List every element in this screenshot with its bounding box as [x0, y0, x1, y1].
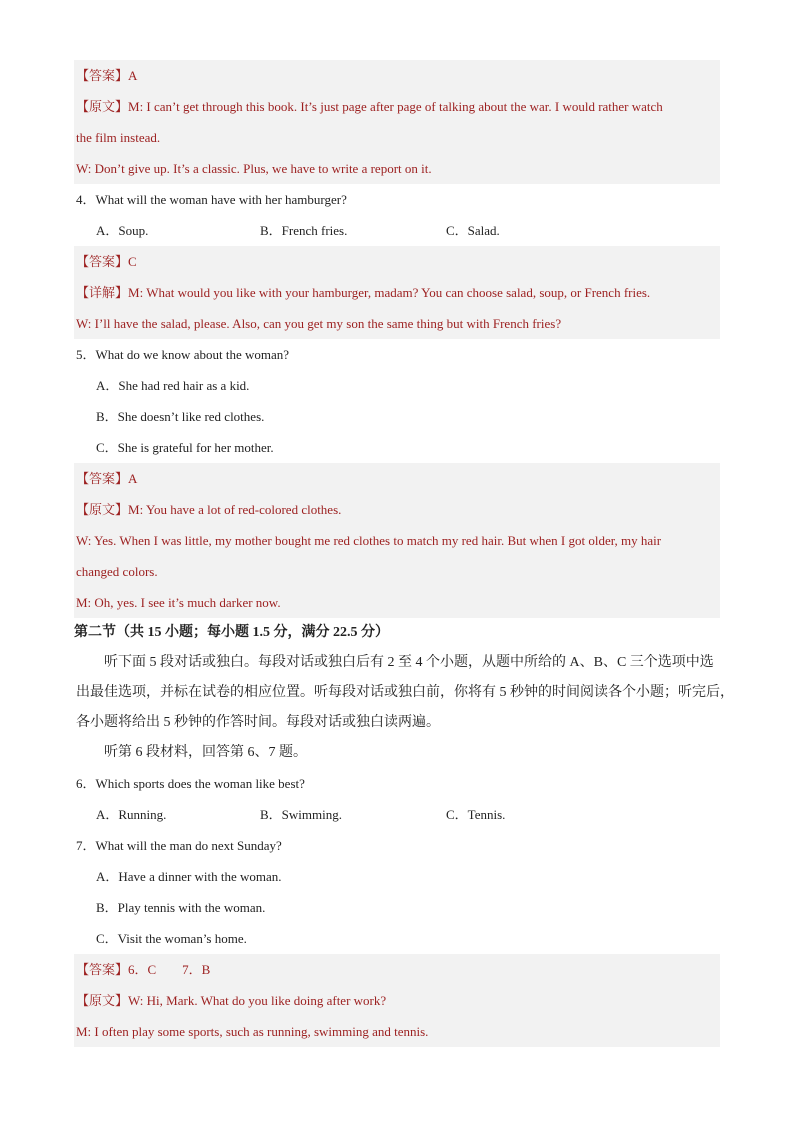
transcript-text: M: You have a lot of red-colored clothes. [128, 502, 342, 517]
answer-line [74, 246, 720, 277]
option-b: B．Swimming. [260, 807, 342, 822]
answer-line [74, 463, 720, 494]
transcript-line [74, 985, 720, 1016]
instructions-line: 各小题将给出 5 秒钟的作答时间。每段对话或独白读两遍。 [76, 715, 440, 730]
transcript-line [74, 587, 720, 618]
transcript-line [74, 91, 720, 122]
transcript-text: W: Hi, Mark. What do you like doing after work? [128, 993, 387, 1008]
option-b: B．French fries. [260, 223, 348, 238]
option-c: C．Visit the woman’s home. [96, 931, 247, 946]
detail-text: M: What would you like with your hamburger, madam? You can choose salad, soup, or French fries. [128, 285, 651, 300]
option-c: C．She is grateful for her mother. [96, 440, 274, 455]
transcript-tag: 【原文】 [76, 502, 129, 517]
instructions-line: 听下面 5 段对话或独白。每段对话或独白后有 2 至 4 个小题，从题中所给的 A、B、C 三个选项中选 [104, 655, 714, 670]
answer-value: 6．C 7．B [128, 962, 211, 977]
answer-value: C [128, 254, 137, 269]
transcript-tag: 【原文】 [76, 993, 129, 1008]
transcript-line [74, 122, 720, 153]
question-7: 7．What will the man do next Sunday? [76, 838, 282, 853]
transcript-tag: 【原文】 [76, 99, 129, 114]
answer-tag: 【答案】 [76, 68, 129, 83]
answer-line [74, 954, 720, 985]
question-6-options [74, 799, 720, 830]
document-page [74, 60, 734, 1047]
option-b: B．She doesn’t like red clothes. [96, 409, 265, 424]
detail-line [74, 308, 720, 339]
option-b: B．Play tennis with the woman. [96, 900, 266, 915]
detail-text: W: I’ll have the salad, please. Also, can you get my son the same thing but with French fries? [76, 316, 562, 331]
transcript-text: M: I often play some sports, such as running, swimming and tennis. [76, 1024, 429, 1039]
answer-tag: 【答案】 [76, 254, 129, 269]
option-a: A．She had red hair as a kid. [96, 378, 250, 393]
transcript-line [74, 556, 720, 587]
transcript-text: M: Oh, yes. I see it’s much darker now. [76, 595, 281, 610]
transcript-text: M: I can’t get through this book. It’s just page after page of talking about the war. I would rather watch [128, 99, 663, 114]
instructions-line: 出最佳选项，并标在试卷的相应位置。听每段对话或独白前，你将有 5 秒钟的时间阅读各个小题；听完后， [76, 685, 734, 700]
option-a: A．Have a dinner with the woman. [96, 869, 282, 884]
section-title: 第二节（共 15 小题；每小题 1.5 分，满分 22.5 分） [74, 625, 389, 640]
detail-line [74, 277, 720, 308]
transcript-line [74, 494, 720, 525]
option-c: C．Tennis. [446, 807, 506, 822]
answer-value: A [128, 471, 138, 486]
answer-line [74, 60, 720, 91]
transcript-text: W: Don’t give up. It’s a classic. Plus, we have to write a report on it. [76, 161, 432, 176]
transcript-text: the film instead. [76, 130, 161, 145]
transcript-line [74, 525, 720, 556]
transcript-text: changed colors. [76, 564, 158, 579]
material-line: 听第 6 段材料，回答第 6、7 题。 [104, 745, 307, 760]
question-5: 5．What do we know about the woman? [76, 347, 290, 362]
question-4: 4．What will the woman have with her hamburger? [76, 192, 347, 207]
answer-value: A [128, 68, 138, 83]
answer-tag: 【答案】 [76, 471, 129, 486]
option-a: A．Running. [96, 807, 167, 822]
answer-tag: 【答案】 [76, 962, 129, 977]
transcript-line [74, 153, 720, 184]
transcript-text: W: Yes. When I was little, my mother bought me red clothes to match my red hair. But when I got older, my hair [76, 533, 662, 548]
question-6: 6．Which sports does the woman like best? [76, 776, 305, 791]
question-4-options [74, 215, 720, 246]
detail-tag: 【详解】 [76, 285, 129, 300]
option-c: C．Salad. [446, 223, 500, 238]
transcript-line [74, 1016, 720, 1047]
option-a: A．Soup. [96, 223, 149, 238]
